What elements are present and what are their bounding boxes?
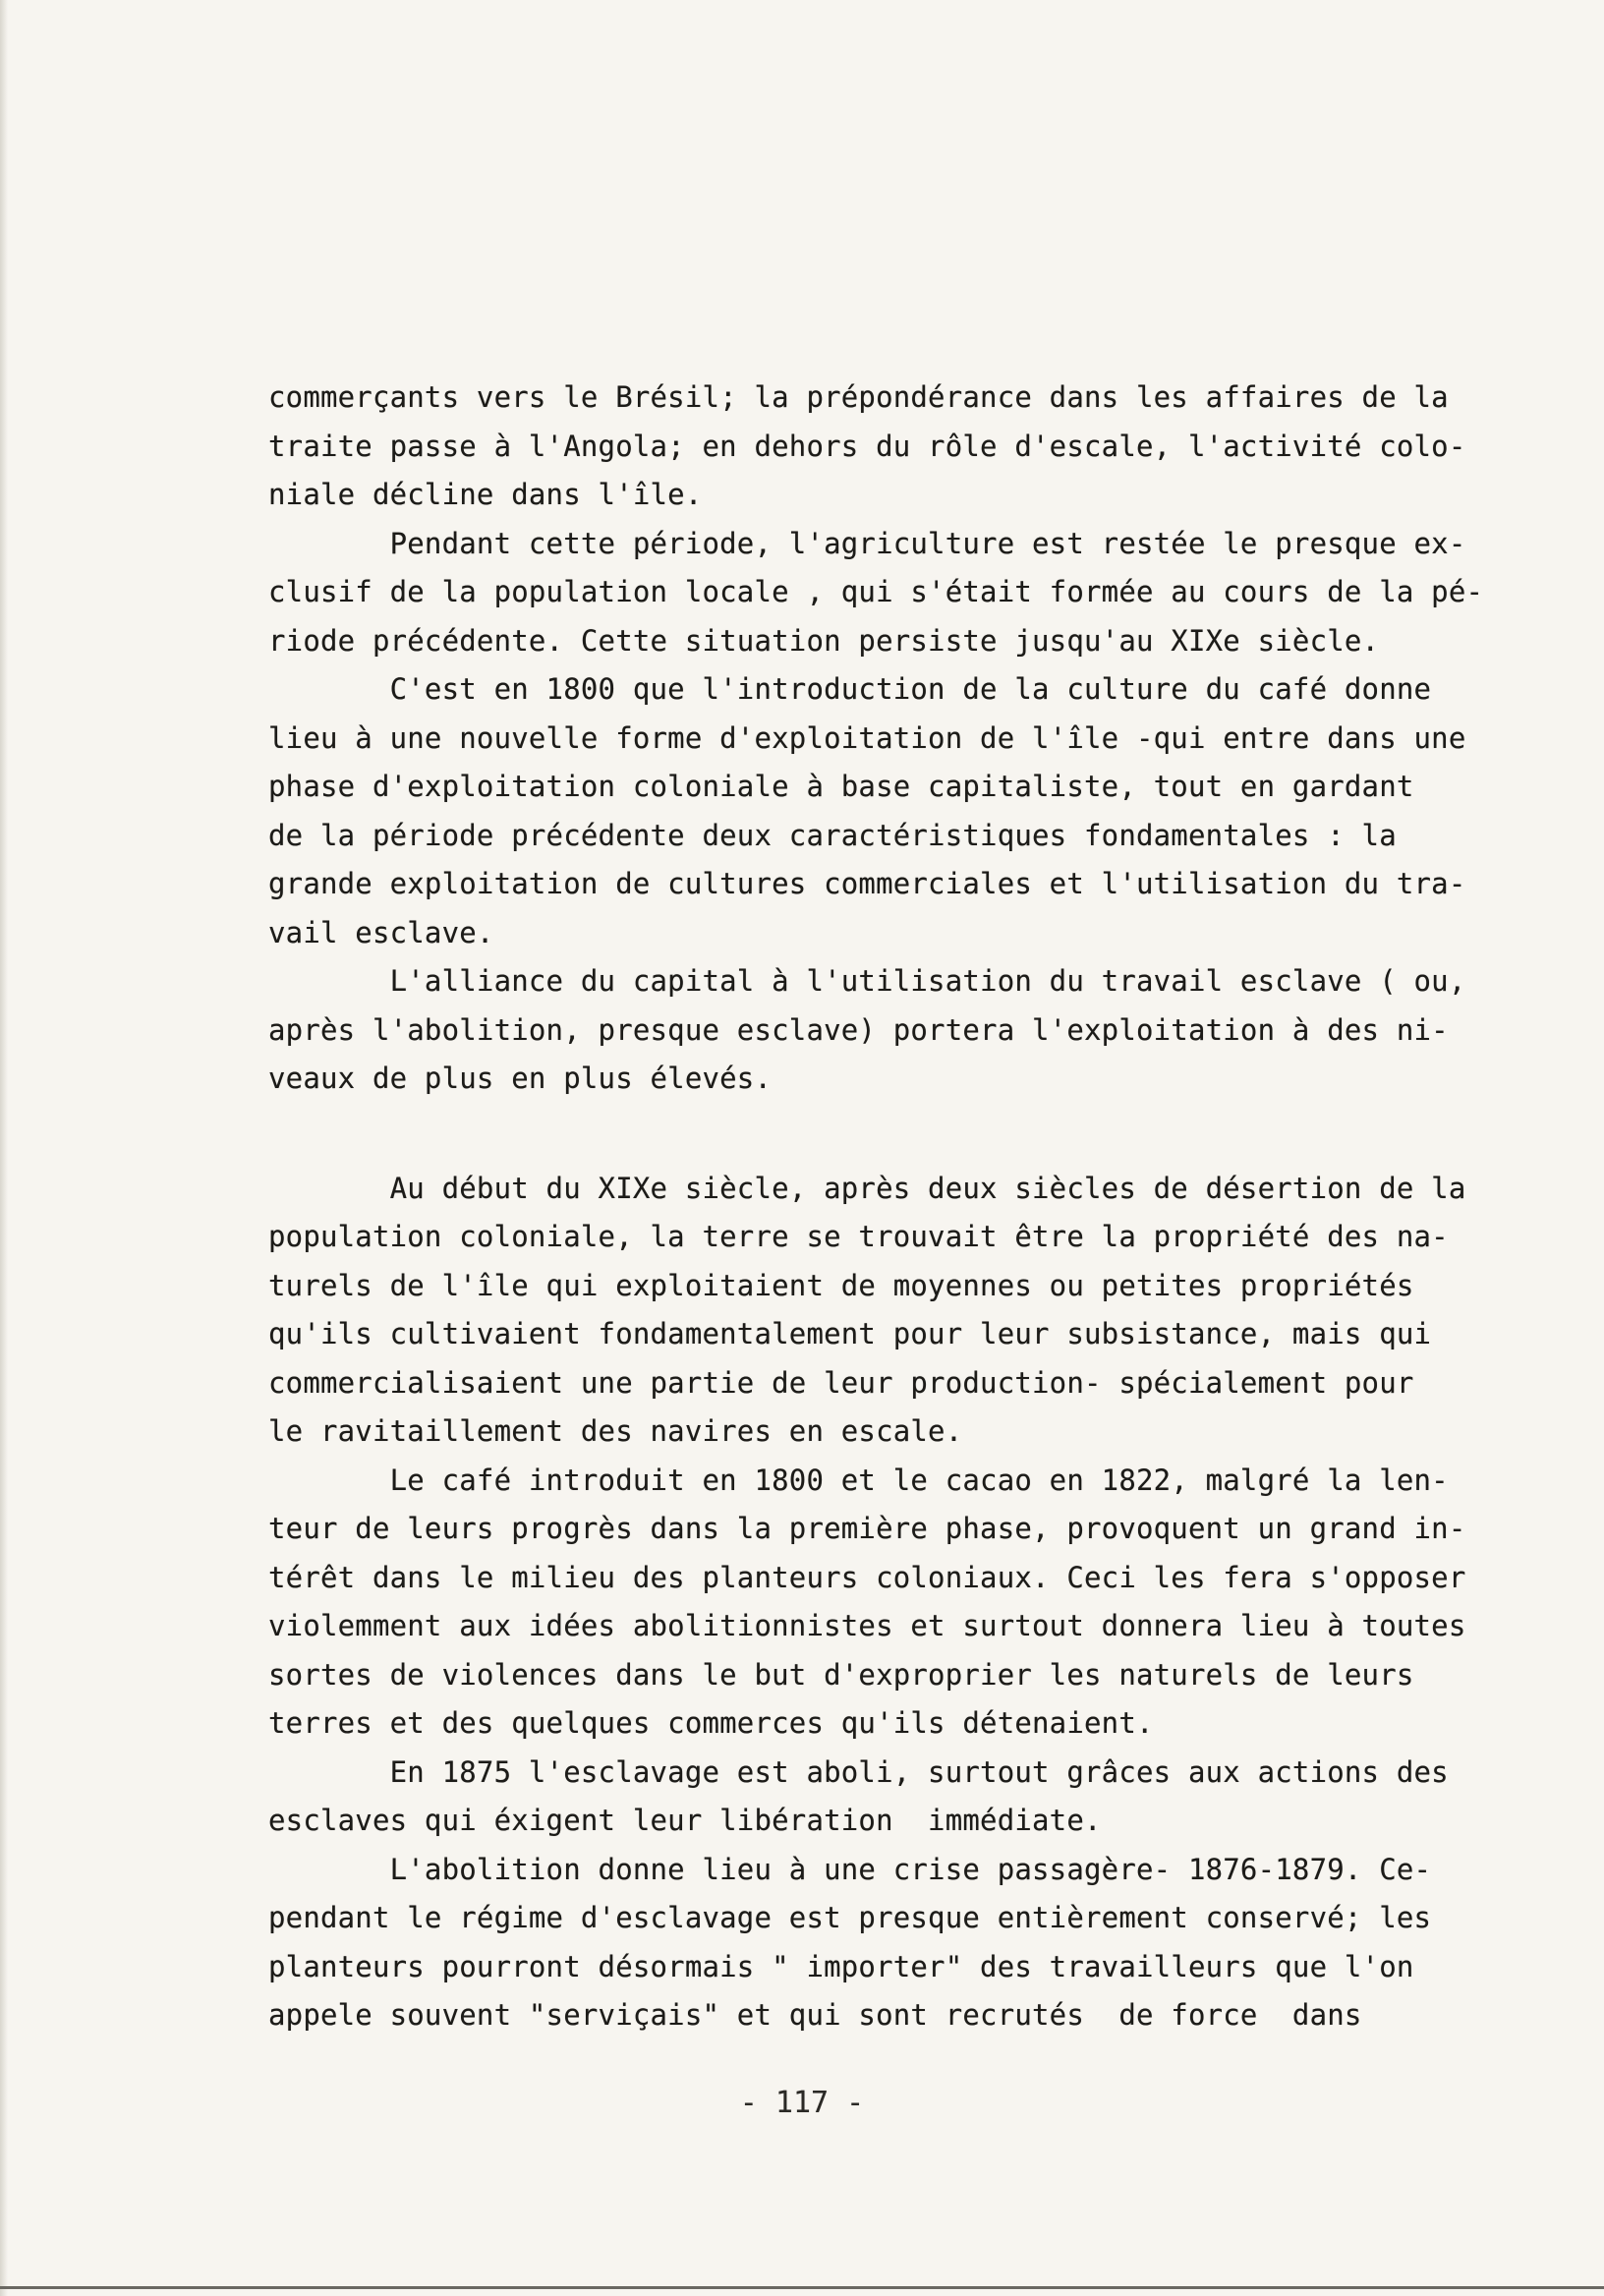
text-line: veaux de plus en plus élevés. xyxy=(268,1062,773,1095)
text-line: qu'ils cultivaient fondamentalement pour leur subsistance, mais qui xyxy=(268,1317,1432,1350)
text-line: niale décline dans l'île. xyxy=(268,478,703,511)
text-line: après l'abolition, presque esclave) portera l'exploitation à des ni- xyxy=(268,1012,1449,1047)
text-line: vail esclave. xyxy=(268,915,494,949)
text-line: traite passe à l'Angola; en dehors du rôle d'escale, l'activité colo- xyxy=(268,429,1466,463)
text-line: riode précédente. Cette situation persiste jusqu'au XIXe siècle. xyxy=(268,623,1380,658)
text-line: C'est en 1800 que l'introduction de la culture du café donne xyxy=(268,672,1432,706)
text-line: terres et des quelques commerces qu'ils détenaient. xyxy=(268,1706,1154,1740)
text-line: Au début du XIXe siècle, après deux siècles de désertion de la xyxy=(268,1171,1466,1205)
text-line: L'abolition donne lieu à une crise passagère- 1876-1879. Ce- xyxy=(268,1852,1432,1886)
page-left-edge xyxy=(0,0,8,2296)
text-line: pendant le régime d'esclavage est presque entièrement conservé; les xyxy=(268,1901,1432,1934)
text-line: le ravitaillement des navires en escale. xyxy=(268,1414,963,1448)
text-line: L'alliance du capital à l'utilisation du travail esclave ( ou, xyxy=(268,964,1466,998)
text-line: violemment aux idées abolitionnistes et surtout donnera lieu à toutes xyxy=(268,1609,1466,1642)
text-line: clusif de la population locale , qui s'était formée au cours de la pé- xyxy=(268,575,1484,608)
text-line: lieu à une nouvelle forme d'exploitation de l'île -qui entre dans une xyxy=(268,720,1466,755)
bottom-rule xyxy=(0,2286,1604,2289)
text-line: esclaves qui éxigent leur libération immédiate. xyxy=(268,1804,1102,1837)
text-line: Le café introduit en 1800 et le cacao en 1822, malgré la len- xyxy=(268,1463,1449,1497)
text-line: térêt dans le milieu des planteurs coloniaux. Ceci les fera s'opposer xyxy=(268,1560,1466,1594)
page-number: - 117 - xyxy=(739,2086,865,2120)
text-line: commercialisaient une partie de leur production- spécialement pour xyxy=(268,1365,1414,1400)
text-line: phase d'exploitation coloniale à base capitaliste, tout en gardant xyxy=(268,770,1414,803)
text-line: teur de leurs progrès dans la première phase, provoquent un grand in- xyxy=(268,1512,1466,1545)
section-gap xyxy=(268,1104,1462,1165)
text-line: commerçants vers le Brésil; la prépondérance dans les affaires de la xyxy=(268,380,1449,414)
text-line: En 1875 l'esclavage est aboli, surtout grâces aux actions des xyxy=(268,1754,1449,1789)
text-line: planteurs pourront désormais " importer" des travailleurs que l'on xyxy=(268,1949,1414,1983)
text-line: appele souvent "serviçais" et qui sont recrutés de force dans xyxy=(268,1998,1362,2032)
text-line: de la période précédente deux caractéristiques fondamentales : la xyxy=(268,818,1397,852)
text-line: grande exploitation de cultures commerciales et l'utilisation du tra- xyxy=(268,867,1466,900)
body-text xyxy=(268,373,1484,2040)
text-line: Pendant cette période, l'agriculture est restée le presque ex- xyxy=(268,526,1466,560)
text-line: sortes de violences dans le but d'exproprier les naturels de leurs xyxy=(268,1657,1414,1692)
text-line: population coloniale, la terre se trouvait être la propriété des na- xyxy=(268,1220,1449,1253)
text-line: turels de l'île qui exploitaient de moyennes ou petites propriétés xyxy=(268,1268,1414,1302)
